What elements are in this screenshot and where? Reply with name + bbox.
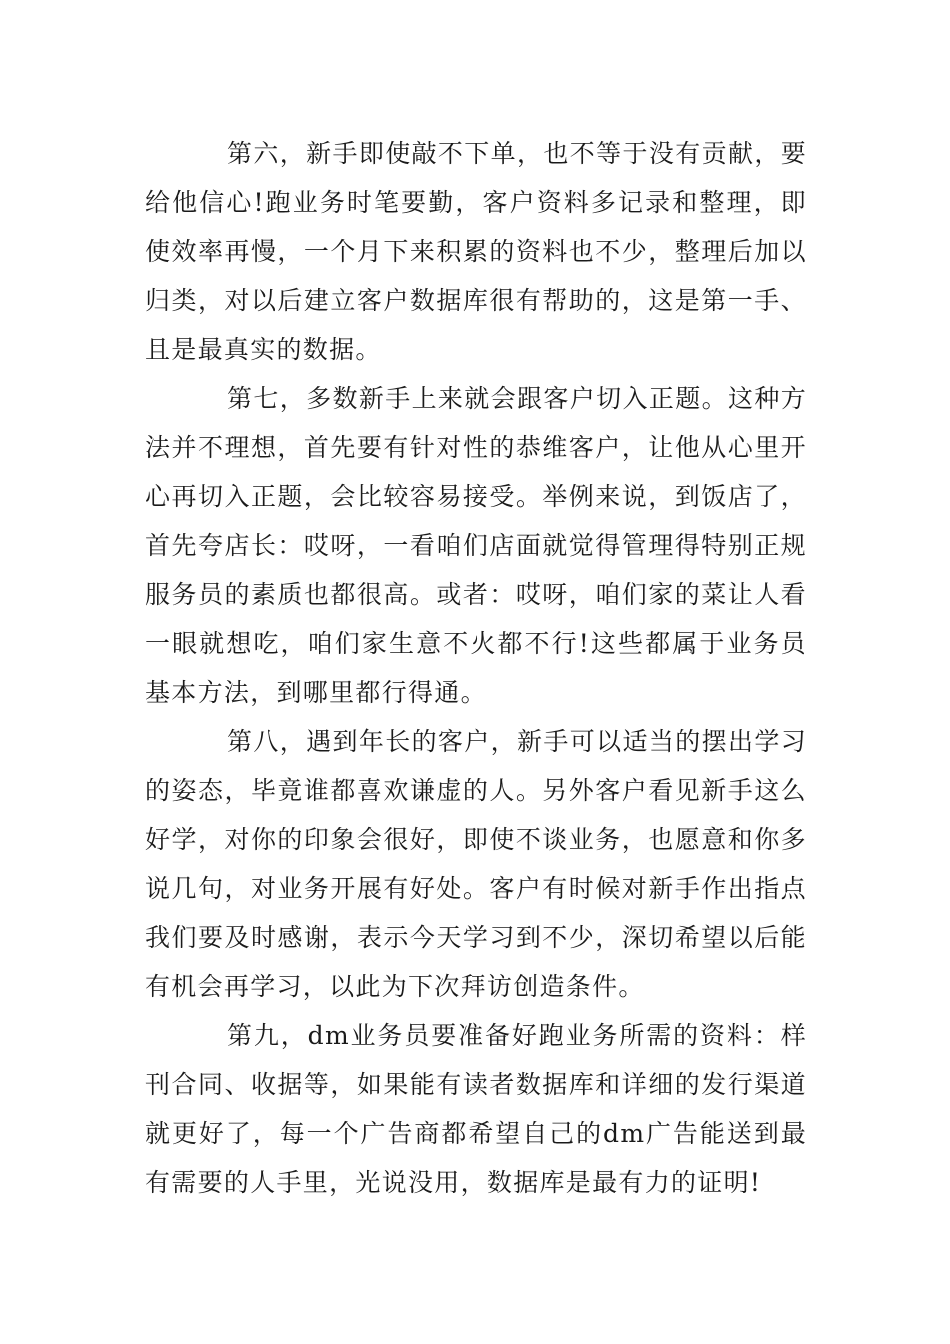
paragraph-8: 第八，遇到年长的客户，新手可以适当的摆出学习的姿态，毕竟谁都喜欢谦虚的人。另外客户看见新手这么好学，对你的印象会很好，即使不谈业务，也愿意和你多说几句，对业务开展有好处。客户有时候对新手作出指点我们要及时感谢，表示今天学习到不少，深切希望以后能有机会再学习，以此为下次拜访创造条件。	[145, 727, 807, 1001]
paragraph-7: 第七，多数新手上来就会跟客户切入正题。这种方法并不理想，首先要有针对性的恭维客户，让他从心里开心再切入正题，会比较容易接受。举例来说，到饭店了，首先夸店长：哎呀，一看咱们店面就觉得管理得特别正规服务员的素质也都很高。或者：哎呀，咱们家的菜让人看一眼就想吃，咱们家生意不火都不行!这些都属于业务员基本方法，到哪里都行得通。	[145, 384, 807, 707]
paragraph-9: 第九，dm业务员要准备好跑业务所需的资料：样刊合同、收据等，如果能有读者数据库和详细的发行渠道就更好了，每一个广告商都希望自己的dm广告能送到最有需要的人手里，光说没用，数据库是最有力的证明!	[145, 1021, 807, 1197]
paragraph-6: 第六，新手即使敲不下单，也不等于没有贡献，要给他信心!跑业务时笔要勤，客户资料多记录和整理，即使效率再慢，一个月下来积累的资料也不少，整理后加以归类，对以后建立客户数据库很有帮助的，这是第一手、且是最真实的数据。	[145, 139, 807, 364]
document-body	[145, 129, 807, 1207]
